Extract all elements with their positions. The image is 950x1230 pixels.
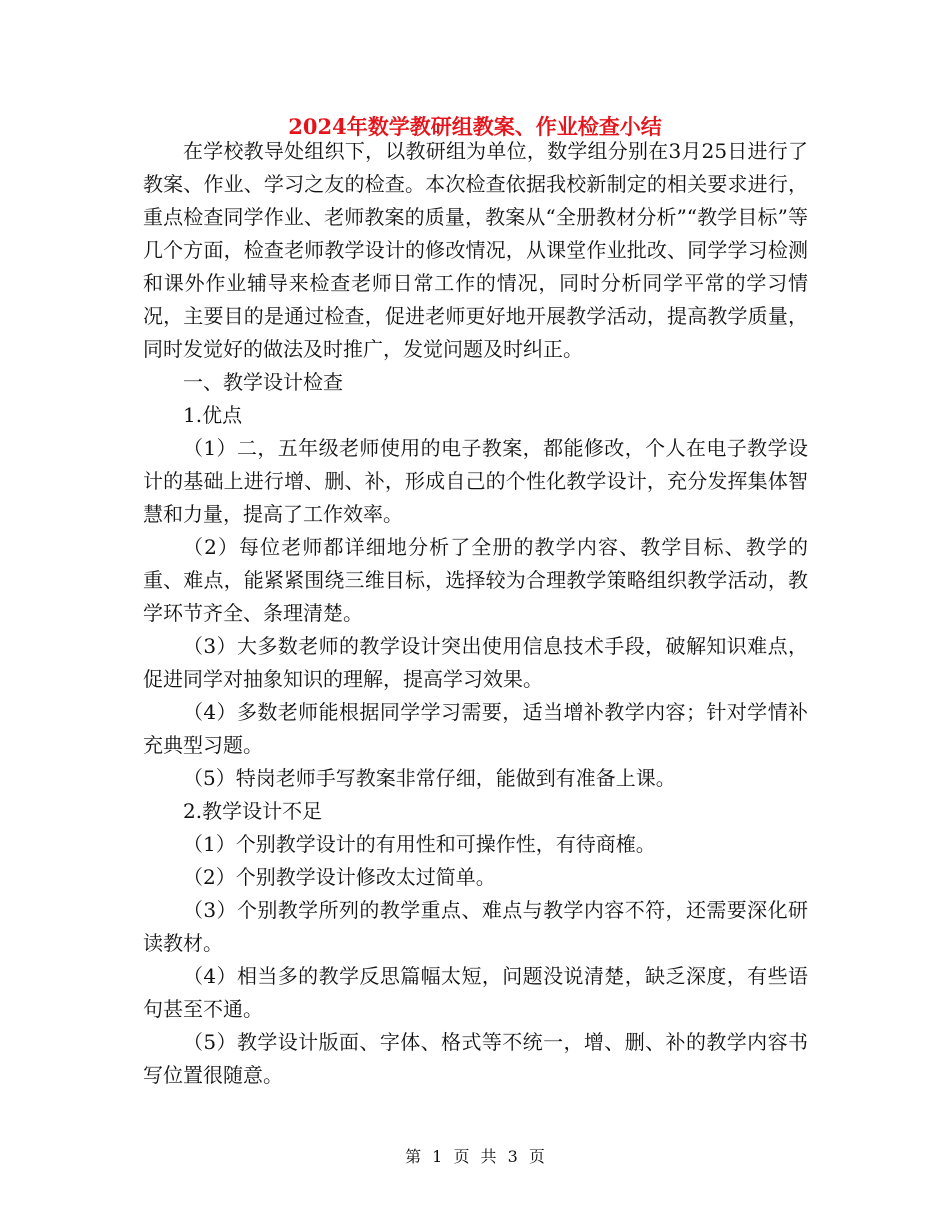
subsection-heading-shortcomings: 2.教学设计不足 [183,799,323,823]
section-heading-lesson-plan-check: 一、教学设计检查 [183,370,343,394]
document-title: 2024年数学教研组教案、作业检查小结 [288,114,662,139]
page-footer: 第 1 页 共 3 页 [405,1147,545,1166]
intro-paragraph: 在学校教导处组织下，以教研组为单位，数学组分别在3月25日进行了教案、作业、学习之友的检查。本次检查依据我校新制定的相关要求进行，重点检查同学作业、老师教案的质量，教案从“全册教材分析”“教学目标”等几个方面，检查老师教学设计的修改情况，从课堂作业批改、同学学习检测和课外作业辅导来检查老师日常工作的情况，同时分析同学平常的学习情况，主要目的是通过检查，促进老师更好地开展教学活动，提高教学质量，同时发觉好的做法及时推广，发觉问题及时纠正。 [143,139,808,361]
document-body [143,135,808,1092]
list-item: （2）个别教学设计修改太过简单。 [183,865,496,889]
list-item: （1）二，五年级老师使用的电子教案，都能修改，个人在电子教学设计的基础上进行增、删、补，形成自己的个性化教学设计，充分发挥集体智慧和力量，提高了工作效率。 [143,436,808,526]
subsection-heading-strengths: 1.优点 [183,403,243,427]
list-item: （3）个别教学所列的教学重点、难点与教学内容不符，还需要深化研读教材。 [143,898,808,955]
list-item: （3）大多数老师的教学设计突出使用信息技术手段，破解知识难点，促进同学对抽象知识的理解，提高学习效果。 [143,634,808,691]
list-item: （5）特岗老师手写教案非常仔细，能做到有准备上课。 [183,766,676,790]
list-item: （4）多数老师能根据同学学习需要，适当增补教学内容；针对学情补充典型习题。 [143,700,808,757]
list-item: （4）相当多的教学反思篇幅太短，问题没说清楚，缺乏深度，有些语句甚至不通。 [143,964,808,1021]
list-item: （5）教学设计版面、字体、格式等不统一，增、删、补的教学内容书写位置很随意。 [143,1030,808,1087]
list-item: （1）个别教学设计的有用性和可操作性，有待商榷。 [183,832,656,856]
list-item: （2）每位老师都详细地分析了全册的教学内容、教学目标、教学的重、难点，能紧紧围绕三维目标，选择较为合理教学策略组织教学活动，教学环节齐全、条理清楚。 [143,535,808,625]
